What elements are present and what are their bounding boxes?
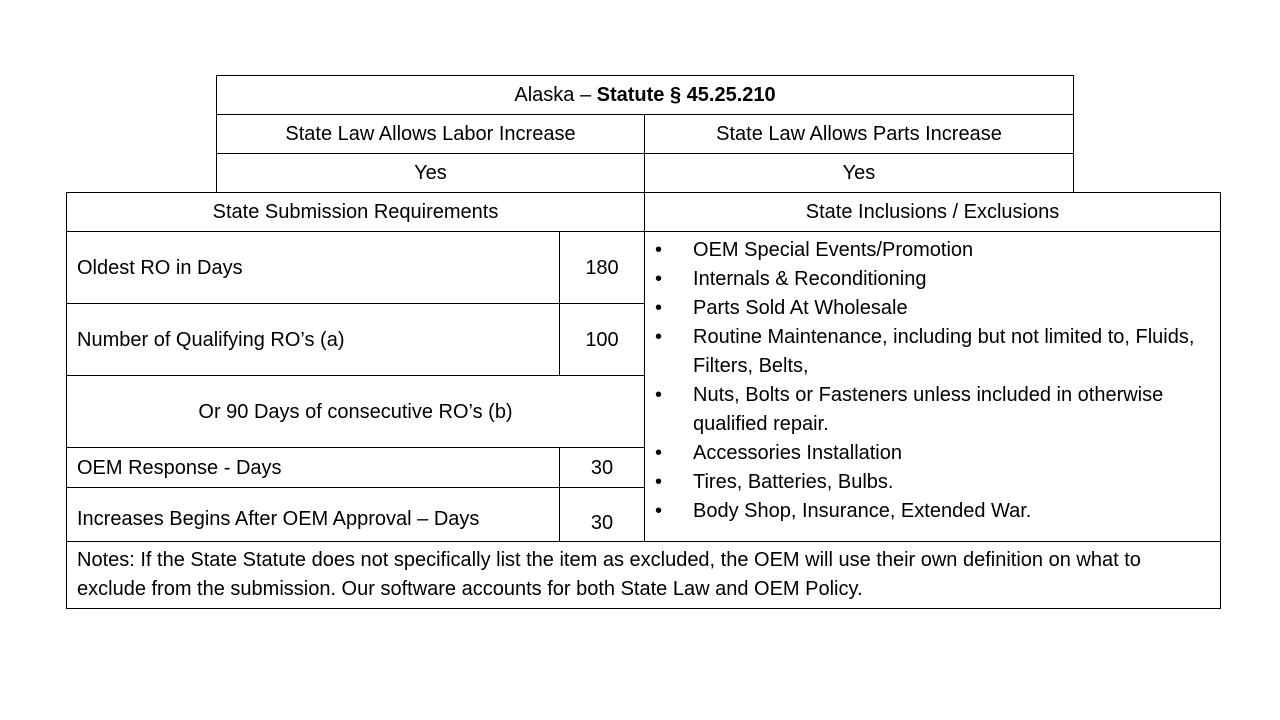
inclusions-list-cell	[645, 232, 1221, 542]
increase-begins-cell-value	[560, 488, 645, 542]
bullet-icon: •	[655, 268, 663, 290]
inclusion-item: • Routine Maintenance, including but not limited to, Fluids, Filters, Belts,	[685, 323, 1210, 381]
parts-increase-value: Yes	[645, 154, 1074, 193]
bullet-icon: •	[655, 239, 663, 261]
oldest-ro-value: 180	[560, 232, 645, 304]
requirements-table	[66, 192, 1221, 609]
inclusion-item: • Tires, Batteries, Bulbs.	[685, 468, 1210, 497]
statute-title-cell	[217, 76, 1074, 115]
bullet-icon: •	[655, 326, 663, 348]
labor-increase-label: State Law Allows Labor Increase	[217, 115, 645, 154]
bullet-icon: •	[655, 471, 663, 493]
inclusion-item: • OEM Special Events/Promotion	[685, 236, 1210, 265]
oem-response-value: 30	[560, 448, 645, 488]
increase-begins-label: Increases Begins After OEM Approval – Days	[77, 507, 480, 530]
inclusion-item: • Accessories Installation	[685, 439, 1210, 468]
bullet-icon: •	[655, 297, 663, 319]
labor-increase-value: Yes	[217, 154, 645, 193]
oldest-ro-label: Oldest RO in Days	[67, 232, 560, 304]
inclusion-item: • Body Shop, Insurance, Extended War.	[685, 497, 1210, 526]
bullet-icon: •	[655, 442, 663, 464]
inclusions-list	[655, 236, 1210, 526]
statute-reference: Statute § 45.25.210	[596, 84, 776, 106]
state-name: Alaska	[514, 84, 575, 106]
bullet-icon: •	[655, 500, 663, 522]
state-summary-table	[216, 75, 1074, 193]
inclusion-item: • Internals & Reconditioning	[685, 265, 1210, 294]
title-dash: –	[574, 84, 597, 106]
bullet-icon: •	[655, 384, 663, 406]
inclusion-item: • Parts Sold At Wholesale	[685, 294, 1210, 323]
submission-requirements-header: State Submission Requirements	[67, 193, 645, 232]
increase-begins-value: 30	[590, 511, 614, 534]
inclusions-exclusions-header: State Inclusions / Exclusions	[645, 193, 1221, 232]
qualifying-ros-label: Number of Qualifying RO’s (a)	[67, 304, 560, 376]
oem-response-label: OEM Response - Days	[67, 448, 560, 488]
parts-increase-label: State Law Allows Parts Increase	[645, 115, 1074, 154]
qualifying-ros-value: 100	[560, 304, 645, 376]
consecutive-ros-label: Or 90 Days of consecutive RO’s (b)	[67, 376, 645, 448]
inclusion-item: • Nuts, Bolts or Fasteners unless included in otherwise qualified repair.	[685, 381, 1210, 439]
notes-text: Notes: If the State Statute does not specifically list the item as excluded, the OEM will use their own definition on what to exclude from the submission. Our software accounts for both State Law and OEM Policy.	[67, 542, 1221, 609]
increase-begins-cell	[67, 488, 560, 542]
